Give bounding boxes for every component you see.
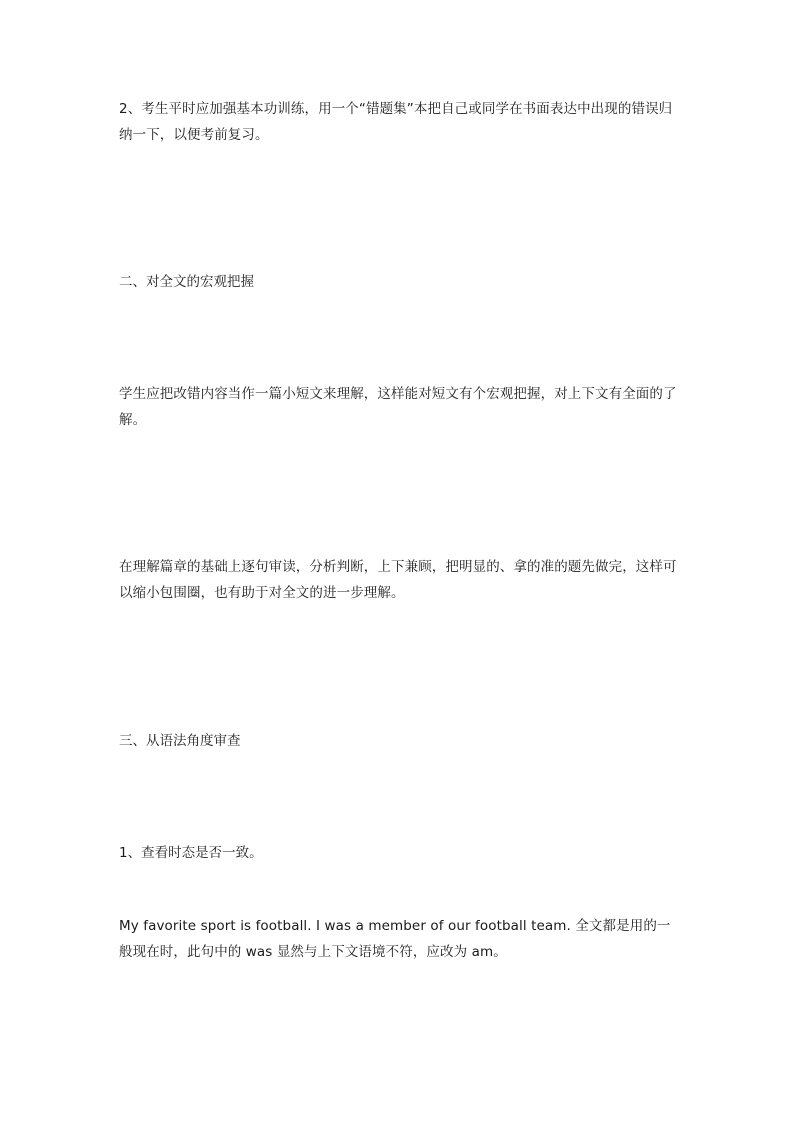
- list-item-tense-consistency: 1、查看时态是否一致。: [119, 845, 263, 861]
- section-heading-grammar-check: 三、从语法角度审查: [119, 733, 241, 749]
- section-heading-overall-grasp: 二、对全文的宏观把握: [119, 274, 254, 290]
- paragraph-read-as-short-text: 学生应把改错内容当作一篇小短文来理解，这样能对短文有个宏观把握，对上下文有全面的了解。: [119, 386, 677, 428]
- paragraph-tense-example: My favorite sport is football. I was a member of our football team. 全文都是用的一般现在时，此句中的 was 显然与上下文语境不符，应改为 am。: [119, 918, 671, 960]
- paragraph-sentence-by-sentence: 在理解篇章的基础上逐句审读，分析判断，上下兼顾，把明显的、拿的准的题先做完，这样可以缩小包围圈，也有助于对全文的进一步理解。: [119, 559, 677, 601]
- paragraph-error-collection: 2、考生平时应加强基本功训练，用一个“错题集”本把自己或同学在书面表达中出现的错误归纳一下，以便考前复习。: [119, 101, 673, 143]
